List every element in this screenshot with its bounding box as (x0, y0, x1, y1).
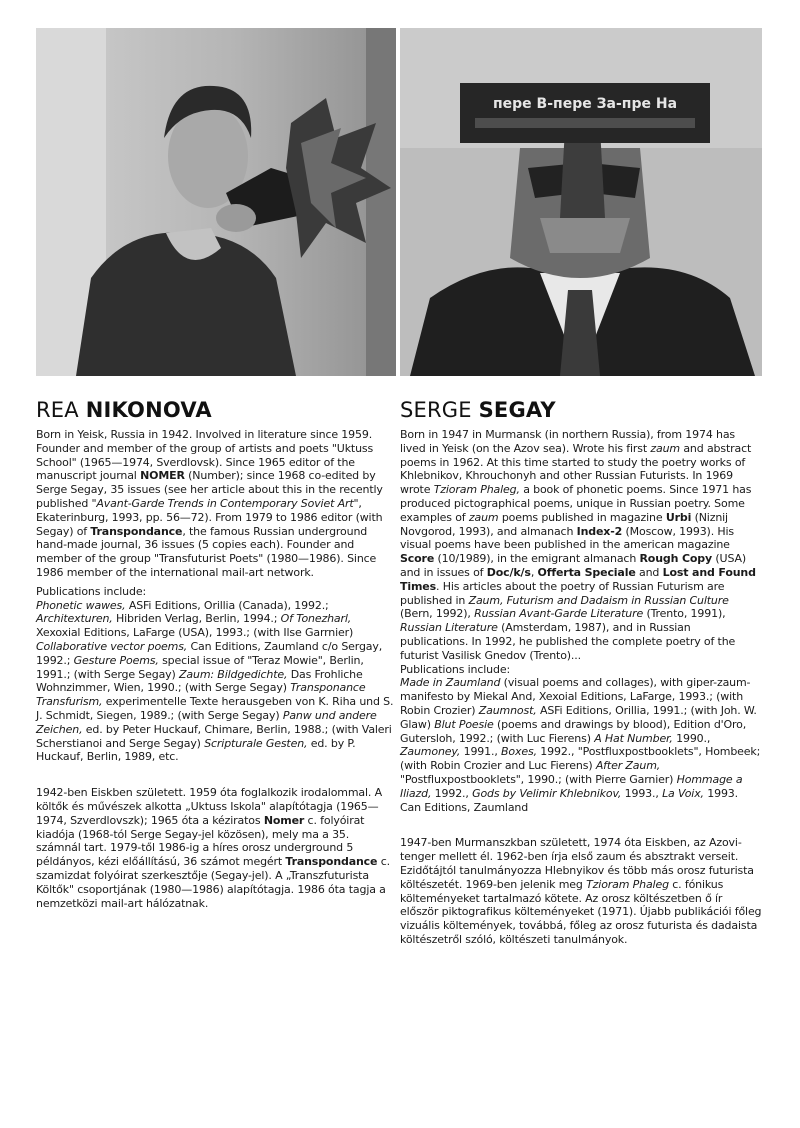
publications-heading-left: Publications include: (36, 584, 147, 598)
text-run: 1942-ben Eiskben született. 1959 óta foglalkozik irodalommal. A költők és művészek alkotta „Uktuss Iskola" alapítótagja (1965—1974, Szverdlovszk); 1965 óta a kéziratos (36, 786, 382, 827)
text-run: c. szamizdat folyóirat szerkesztője (Segay-jel). A „Transzfuturista Költők" csoportjának (1980—1986) alapítótagja. 1986 óta tagja a nemzetközi mail-art hálózatnak. (36, 855, 390, 910)
text-run: Architexturen, (36, 612, 113, 626)
publications-serge-segay (400, 676, 762, 814)
text-run: 1992., "Postfluxpostbooklets", Hombeek; (with Robin Crozier and Luc Fierens) (400, 745, 761, 773)
text-run: c. fónikus költeményeket tartalmazó kötete. Az orosz költészetben ő ír először piktografikus költeményeket (1971). Újabb publikációi főleg vizuális költemények, továbbá, főleg az orosz futurista és dadaista költészetről szóló, költészeti tanulmányok. (400, 877, 762, 946)
text-run: Urbi (665, 510, 692, 524)
bio-serge-segay (400, 428, 762, 663)
text-run: Transpondance (90, 524, 183, 538)
text-run: (USA) and in issues of (400, 552, 747, 579)
text-run: 1992., (431, 786, 473, 800)
publications-heading-right: Publications include: (400, 662, 511, 676)
text-run: Made in Zaumland (400, 676, 501, 690)
text-run: ed. by P. Huckauf, Berlin, 1989, etc. (36, 736, 356, 764)
bio-rea-nikonova (36, 428, 396, 580)
text-run: Can Editions, Zaumland c/o Sergay, 1992.; (36, 639, 383, 667)
text-run: A Hat Number, (594, 731, 673, 745)
text-run: (visual poems and collages), with giper-zaum-manifesto by Miekal And, Xexoial Editions, LaFarge, 1993.; (with Robin Crozier) (400, 676, 751, 717)
text-run: Doc/k/s (486, 565, 531, 579)
text-run: 1993., (621, 786, 663, 800)
text-run: Das Frohliche Wohnzimmer, Wien, 1990.; (with Serge Segay) (36, 667, 363, 695)
text-run: Russian Avant-Garde Literature (474, 607, 644, 621)
text-run: Gesture Poems, (73, 653, 159, 667)
text-run: After Zaum, (595, 759, 661, 773)
text-run: Nomer (263, 813, 305, 827)
text-run: Collaborative vector poems, (36, 639, 188, 653)
text-run: Panw und andere Zeichen, (36, 708, 377, 736)
publications-rea-nikonova (36, 599, 396, 765)
text-run: (Niznij Novgorod, 1993), and almanach (400, 510, 728, 538)
text-run: and abstract poems in 1962. At this time started to study the poetry works of Khlebnikov, Khrouchonyh and other Russian Futurists. In 1969 wrote (400, 441, 752, 497)
text-run: Zaum, Futurism and Dadaism in Russian Culture (468, 593, 729, 607)
text-run: Tzioram Phaleg (586, 877, 669, 891)
text-run: , the famous Russian underground hand-made journal, 36 issues (5 copies each). Founder and member of the group "Transfuturist Poets" (1980—1986). Since 1986 member of the international mail-art network. (36, 524, 377, 579)
right-column (400, 28, 762, 947)
text-run: zaum (468, 510, 499, 524)
text-run: Avant-Garde Trends in Contemporary Soviet Art (96, 496, 354, 510)
text-run: zaum (650, 441, 680, 455)
text-run: (Moscow, 1993). His visual poems have been published in the american magazine (400, 524, 735, 552)
photo-rea-nikonova (36, 28, 396, 376)
text-run: poems published in magazine (498, 510, 666, 524)
text-run: Russian Literature (400, 621, 498, 635)
text-run: Scripturale Gesten, (204, 736, 308, 750)
text-run: ASFi Editions, Orillia (Canada), 1992.; (125, 598, 329, 612)
text-run: Offerta Speciale (537, 565, 636, 579)
text-run: , (530, 565, 538, 579)
text-run: and (635, 565, 663, 579)
text-run: Of Tonezharl, (280, 612, 352, 626)
text-run: 1993. Can Editions, Zaumland (400, 786, 738, 814)
text-run: Hommage a Iliazd, (400, 772, 743, 800)
photo-sign (460, 83, 710, 143)
text-run: (Trento, 1991), (643, 607, 726, 621)
text-run: Zaumoney, (400, 745, 461, 759)
text-run: 1947-ben Murmanszkban született, 1974 óta Eiskben, az Azovi-tenger mellett él. 1962-ben írja első zaum és absztrakt verseit. Ezidőtájtól tanulmányozza Hlebnyikov és több más orosz futurista költészetét. 1969-ben jelenik meg (400, 836, 754, 891)
text-run: (10/1989), in the emigrant almanach (434, 552, 640, 566)
text-run: Score (400, 552, 435, 566)
text-run: (Bern, 1992), (400, 607, 475, 621)
photo-sign-text: пере В-пере За-пре На (492, 96, 678, 112)
text-run: Xexoxial Editions, LaFarge (USA), 1993.; (with Ilse Garrnier) (36, 626, 354, 640)
text-run: La Voix, (662, 786, 704, 800)
text-run: Phonetic wawes, (36, 598, 126, 612)
text-run: a book of phonetic poems. Since 1971 has produced pictographical poems, unique in Russian poetry. Some examples of (400, 483, 752, 524)
text-run: (Number); since 1968 co-edited by Serge Segay, 35 issues (see her article about this in the recently published " (36, 469, 383, 510)
photo-serge-segay (400, 28, 762, 376)
photo-serge-segay-image (400, 28, 762, 376)
hungarian-bio-rea-nikonova (36, 786, 396, 910)
text-run: Boxes, (501, 745, 537, 759)
text-run: 1990., (672, 731, 711, 745)
name-rea-nikonova: REA NIKONOVA (36, 398, 212, 422)
text-run: (poems and drawings by blood), Edition d'Oro, Gutersloh, 1992.; (with Luc Fierens) (400, 717, 747, 745)
text-run: Lost and Found Times (400, 565, 756, 593)
text-run: ed. by Peter Huckauf, Chimare, Berlin, 1988.; (with Valeri Scherstianoi and Serge Segay) (36, 722, 392, 750)
text-run: Zaumnost, (478, 703, 537, 717)
text-run: Rough Copy (639, 552, 713, 566)
text-run: Born in 1947 in Murmansk (in northern Russia), from 1974 has lived in Yeisk (on the Azov sea). Wrote his first (400, 428, 736, 455)
text-run: Tzioram Phaleg, (433, 483, 520, 497)
text-run: Blut Poesie (434, 717, 494, 731)
left-column (36, 28, 396, 910)
text-run: experimentelle Texte herausgeben von K. Riha und S. J. Schmidt, Siegen, 1989.; (with Serge Segay) (36, 695, 394, 722)
text-run: Transponance Transfurism, (36, 681, 366, 709)
text-run: Index-2 (576, 524, 623, 538)
photo-rea-nikonova-image (36, 28, 396, 376)
name-serge-segay: SERGE SEGAY (400, 398, 556, 422)
text-run: Transpondance (285, 855, 378, 869)
text-run: Zaum: Bildgedichte, (179, 667, 288, 681)
text-run: (Amsterdam, 1987), and in Russian publications. In 1992, he published the complete poetry of the futurist Vasilisk Gnedov (Trento)... (400, 621, 736, 662)
text-run: Hibriden Verlag, Berlin, 1994.; (112, 612, 281, 626)
text-run: "Postfluxpostbooklets", 1990.; (with Pierre Garnier) (400, 772, 677, 786)
text-run: ", Ekaterinburg, 1993, pp. 56—72). From 1979 to 1986 editor (with Segay) of (36, 496, 383, 538)
text-run: Born in Yeisk, Russia in 1942. Involved in literature since 1959. Founder and member of the group of artists and poets "Uktuss School" (1965—1974, Sverdlovsk). Since 1965 editor of the manuscript journal (36, 428, 374, 483)
text-run: Gods by Velimir Khlebnikov, (472, 786, 622, 800)
text-run: c. folyóirat kiadója (1968-tól Serge Segay-jel közösen), mely ma a 35. számnál tart. 1979-től 1986-ig a híres orosz underground 5 példányos, kézi előállítású, 36 számot megért (36, 813, 365, 869)
text-run: ASFi Editions, Orillia, 1991.; (with Joh. W. Glaw) (400, 703, 757, 731)
text-run: 1991., (460, 745, 502, 759)
text-run: NOMER (140, 469, 185, 483)
text-run: special issue of "Teraz Mowie", Berlin, 1991.; (with Serge Segay) (36, 653, 364, 681)
text-run: . His articles about the poetry of Russian Futurism are published in (400, 579, 725, 607)
hungarian-bio-serge-segay (400, 836, 762, 946)
